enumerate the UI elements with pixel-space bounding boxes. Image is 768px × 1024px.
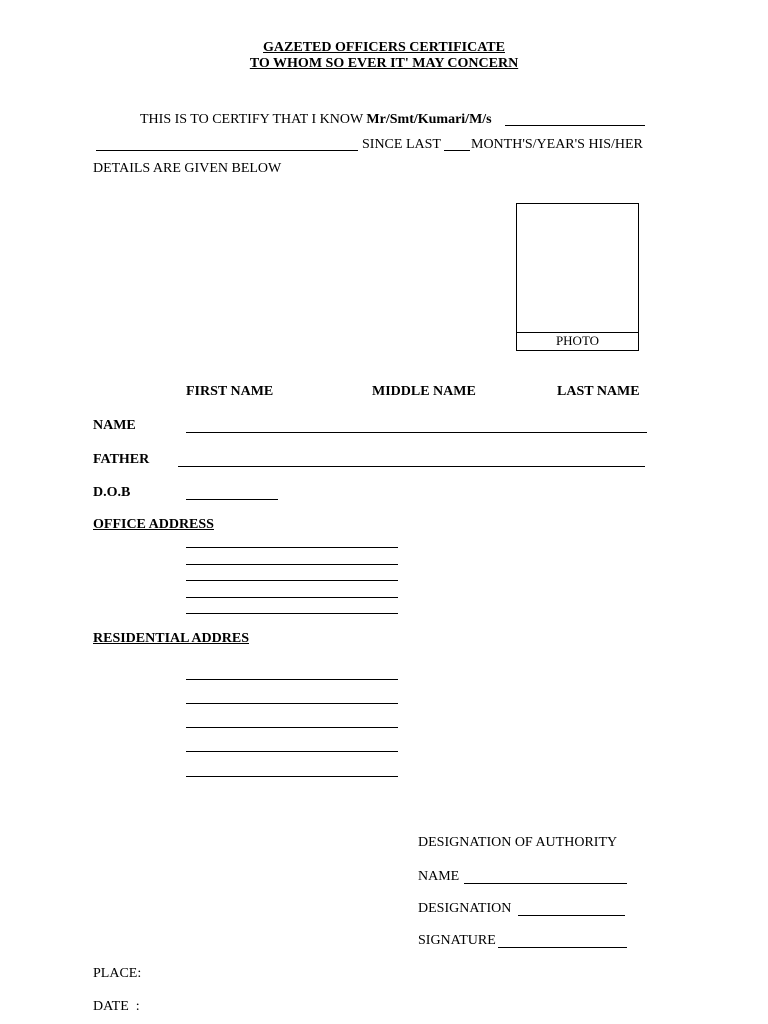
first-name-header: FIRST NAME (186, 384, 274, 399)
father-field[interactable] (178, 466, 645, 467)
name-field[interactable] (186, 432, 647, 433)
office-address-line[interactable] (186, 547, 398, 548)
residential-address-label: RESIDENTIAL ADDRES (93, 631, 249, 646)
intro-salutations: Mr/Smt/Kumari/M/s (366, 112, 492, 127)
intro-line-1 (140, 112, 492, 128)
office-address-line[interactable] (186, 613, 398, 614)
person-name-continuation-blank[interactable] (96, 150, 358, 151)
residential-address-line[interactable] (186, 776, 398, 777)
duration-unit-label: MONTH'S/YEAR'S HIS/HER (471, 137, 643, 152)
residential-address-line[interactable] (186, 679, 398, 680)
last-name-header: LAST NAME (557, 384, 640, 399)
office-address-line[interactable] (186, 597, 398, 598)
name-label: NAME (93, 418, 136, 433)
place-label: PLACE: (93, 966, 142, 981)
authority-designation-label: DESIGNATION (418, 901, 512, 916)
certificate-subtitle: TO WHOM SO EVER IT' MAY CONCERN (249, 56, 519, 71)
residential-address-line[interactable] (186, 727, 398, 728)
photo-label: PHOTO (517, 332, 638, 350)
residential-address-line[interactable] (186, 751, 398, 752)
person-name-blank[interactable] (505, 125, 645, 126)
authority-heading: DESIGNATION OF AUTHORITY (418, 835, 618, 850)
authority-signature-field[interactable] (498, 947, 627, 948)
residential-address-line[interactable] (186, 703, 398, 704)
office-address-label: OFFICE ADDRESS (93, 517, 214, 532)
duration-blank[interactable] (444, 150, 470, 151)
photo-box[interactable] (516, 203, 639, 351)
dob-field[interactable] (186, 499, 278, 500)
details-given-below: DETAILS ARE GIVEN BELOW (93, 161, 282, 176)
authority-name-field[interactable] (464, 883, 627, 884)
middle-name-header: MIDDLE NAME (372, 384, 476, 399)
authority-name-label: NAME (418, 869, 460, 884)
authority-designation-field[interactable] (518, 915, 625, 916)
certificate-title: GAZETED OFFICERS CERTIFICATE (263, 40, 505, 55)
date-label: DATE : (93, 999, 140, 1014)
dob-label: D.O.B (93, 485, 131, 500)
office-address-line[interactable] (186, 580, 398, 581)
intro-prefix: THIS IS TO CERTIFY THAT I KNOW (140, 112, 363, 127)
office-address-line[interactable] (186, 564, 398, 565)
since-last-label: SINCE LAST (362, 137, 441, 152)
authority-signature-label: SIGNATURE (418, 933, 496, 948)
father-label: FATHER (93, 452, 150, 467)
